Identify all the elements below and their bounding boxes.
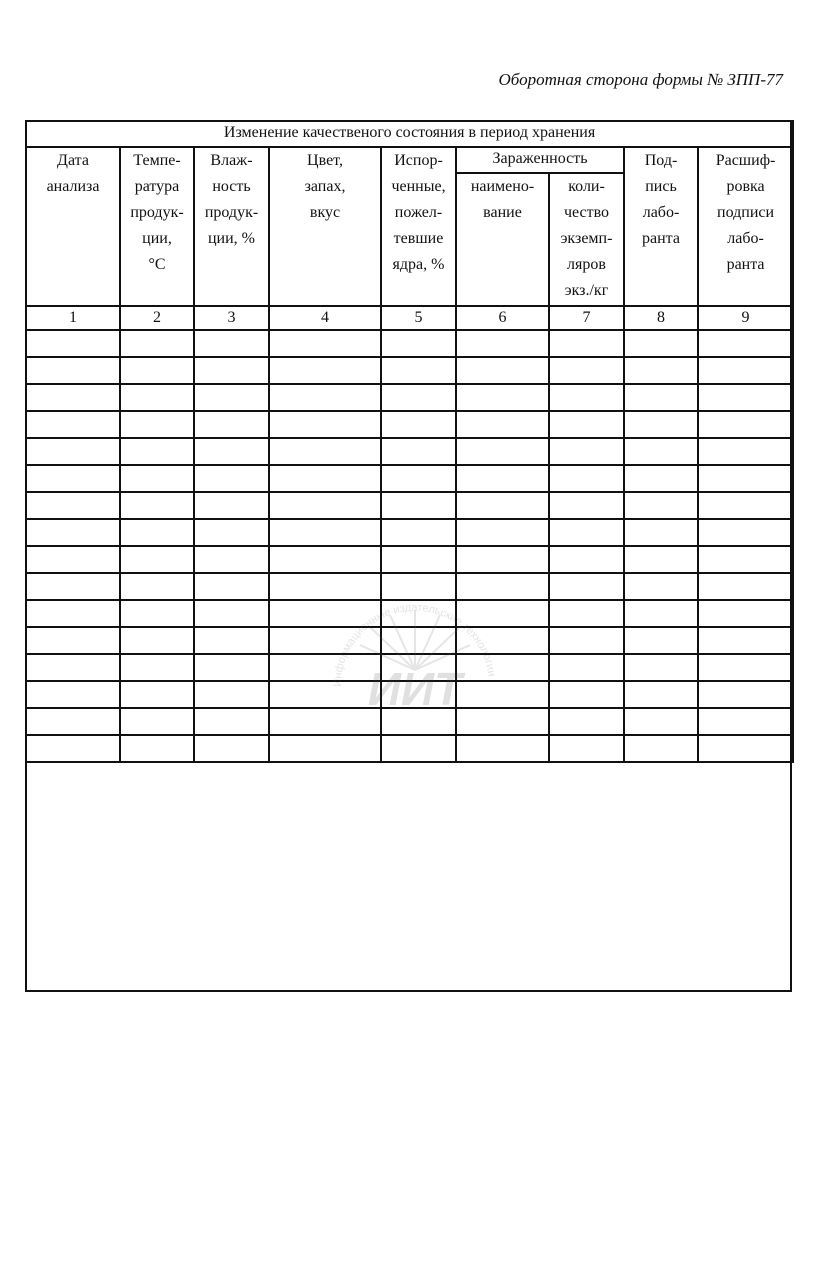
table-cell [26,681,120,708]
table-cell [381,357,456,384]
table-cell [26,330,120,357]
table-cell [194,681,269,708]
table-cell [624,681,698,708]
table-cell [624,654,698,681]
table-row [26,681,793,708]
table-cell [269,546,381,573]
table-cell [549,465,624,492]
table-cell [624,735,698,762]
table-cell [549,627,624,654]
table-cell [698,465,793,492]
table-cell [194,357,269,384]
column-number: 8 [624,306,698,330]
table-cell [698,708,793,735]
table-cell [269,384,381,411]
table-cell [624,627,698,654]
table-cell [624,330,698,357]
table-cell [549,519,624,546]
table-row [26,411,793,438]
table-cell [269,330,381,357]
table-cell [456,438,549,465]
table-cell [381,411,456,438]
table-cell [456,330,549,357]
column-number: 6 [456,306,549,330]
column-header-signature-decoding: Расшиф- ровка подписи лабо- ранта [698,147,793,306]
table-row [26,438,793,465]
table-cell [456,411,549,438]
table-cell [194,411,269,438]
column-number: 9 [698,306,793,330]
table-cell [624,438,698,465]
table-cell [120,681,194,708]
table-cell [194,573,269,600]
table-cell [269,708,381,735]
table-cell [120,411,194,438]
table-cell [120,708,194,735]
table-cell [698,519,793,546]
table-cell [549,735,624,762]
table-row [26,465,793,492]
table-cell [456,735,549,762]
column-header-date: Дата анализа [26,147,120,306]
table-cell [381,708,456,735]
table-cell [194,492,269,519]
table-cell [120,546,194,573]
table-cell [269,357,381,384]
table-cell [26,708,120,735]
table-cell [624,411,698,438]
table-cell [549,600,624,627]
column-header-lab-signature: Под- пись лабо- ранта [624,147,698,306]
table-cell [269,600,381,627]
column-number: 3 [194,306,269,330]
table-cell [269,654,381,681]
table-cell [26,573,120,600]
table-row [26,384,793,411]
table-cell [26,411,120,438]
table-cell [549,438,624,465]
table-cell [120,573,194,600]
table-cell [194,654,269,681]
column-number: 2 [120,306,194,330]
table-cell [194,600,269,627]
table-cell [26,492,120,519]
table-cell [120,330,194,357]
table-row [26,330,793,357]
table-cell [194,330,269,357]
table-cell [381,654,456,681]
form-title: Оборотная сторона формы № ЗПП-77 [498,70,783,89]
table-cell [456,492,549,519]
table-cell [549,573,624,600]
column-number: 1 [26,306,120,330]
table-cell [26,357,120,384]
subcolumn-header-quantity: коли- чество экземп- ляров экз./кг [549,173,624,306]
table-cell [698,627,793,654]
table-cell [698,573,793,600]
table-cell [269,411,381,438]
table-cell [26,465,120,492]
storage-quality-table [25,120,794,763]
table-row [26,492,793,519]
table-row [26,357,793,384]
table-cell [624,465,698,492]
table-cell [26,546,120,573]
table-cell [698,735,793,762]
table-cell [269,573,381,600]
column-header-temperature: Темпе- ратура продук- ции, °С [120,147,194,306]
table-cell [120,600,194,627]
table-cell [624,384,698,411]
table-cell [381,735,456,762]
table-cell [549,546,624,573]
table-cell [624,492,698,519]
table-cell [194,708,269,735]
table-cell [698,357,793,384]
table-cell [381,384,456,411]
table-cell [120,384,194,411]
table-cell [624,519,698,546]
table-cell [381,519,456,546]
table-cell [456,708,549,735]
table-cell [698,654,793,681]
table-cell [269,627,381,654]
table-cell [120,654,194,681]
table-cell [698,330,793,357]
table-cell [456,519,549,546]
table-cell [194,627,269,654]
table-cell [26,600,120,627]
column-header-spoiled-kernels: Испор- ченные, пожел- тевшие ядра, % [381,147,456,306]
table-cell [456,465,549,492]
table-cell [456,627,549,654]
table-cell [26,627,120,654]
table-cell [381,600,456,627]
table-row [26,600,793,627]
table-cell [456,357,549,384]
table-cell [194,546,269,573]
column-header-humidity: Влаж- ность продук- ции, % [194,147,269,306]
table-cell [456,681,549,708]
table-cell [194,519,269,546]
table-cell [698,438,793,465]
table-cell [269,735,381,762]
table-cell [120,735,194,762]
table-cell [194,438,269,465]
subcolumn-header-name: наимено- вание [456,173,549,306]
table-cell [120,357,194,384]
table-cell [381,546,456,573]
table-cell [456,546,549,573]
table-cell [549,330,624,357]
table-row [26,546,793,573]
table-cell [26,438,120,465]
watermark-logo-text: ИИТ [367,663,463,715]
table-cell [381,465,456,492]
table-cell [120,492,194,519]
column-header-color-smell-taste: Цвет, запах, вкус [269,147,381,306]
table-cell [698,546,793,573]
table-cell [120,438,194,465]
column-header-infestation: Зараженность [456,147,624,173]
table-cell [26,519,120,546]
table-cell [456,654,549,681]
table-row [26,708,793,735]
table-row [26,654,793,681]
table-cell [624,573,698,600]
table-cell [269,492,381,519]
table-cell [269,681,381,708]
table-cell [381,573,456,600]
table-cell [120,465,194,492]
table-cell [269,465,381,492]
table-cell [269,519,381,546]
table-cell [624,600,698,627]
table-cell [698,411,793,438]
table-body [26,330,793,762]
table-cell [194,384,269,411]
table-cell [26,654,120,681]
table-cell [624,708,698,735]
table-cell [698,492,793,519]
table-cell [624,357,698,384]
table-cell [194,735,269,762]
table-cell [26,735,120,762]
table-cell [549,492,624,519]
table-cell [194,465,269,492]
table-cell [269,438,381,465]
table-cell [381,627,456,654]
table-cell [381,330,456,357]
table-cell [381,492,456,519]
table-row [26,519,793,546]
table-cell [120,519,194,546]
table-cell [549,411,624,438]
table-cell [549,384,624,411]
table-cell [26,384,120,411]
column-number: 4 [269,306,381,330]
table-cell [549,681,624,708]
table-cell [381,438,456,465]
table-cell [456,573,549,600]
table-cell [698,600,793,627]
column-number: 7 [549,306,624,330]
table-cell [456,384,549,411]
table-cell [120,627,194,654]
table-cell [624,546,698,573]
table-row [26,573,793,600]
table-cell [549,708,624,735]
table-cell [549,357,624,384]
column-number: 5 [381,306,456,330]
table-cell [381,681,456,708]
table-cell [549,654,624,681]
table-cell [456,600,549,627]
table-row [26,627,793,654]
table-caption: Изменение качественого состояния в период хранения [26,121,793,147]
table-row [26,735,793,762]
column-numbers-row [26,306,793,330]
table-cell [698,681,793,708]
table-cell [698,384,793,411]
watermark-arc-text: Информационные издательские технологии [331,601,498,687]
